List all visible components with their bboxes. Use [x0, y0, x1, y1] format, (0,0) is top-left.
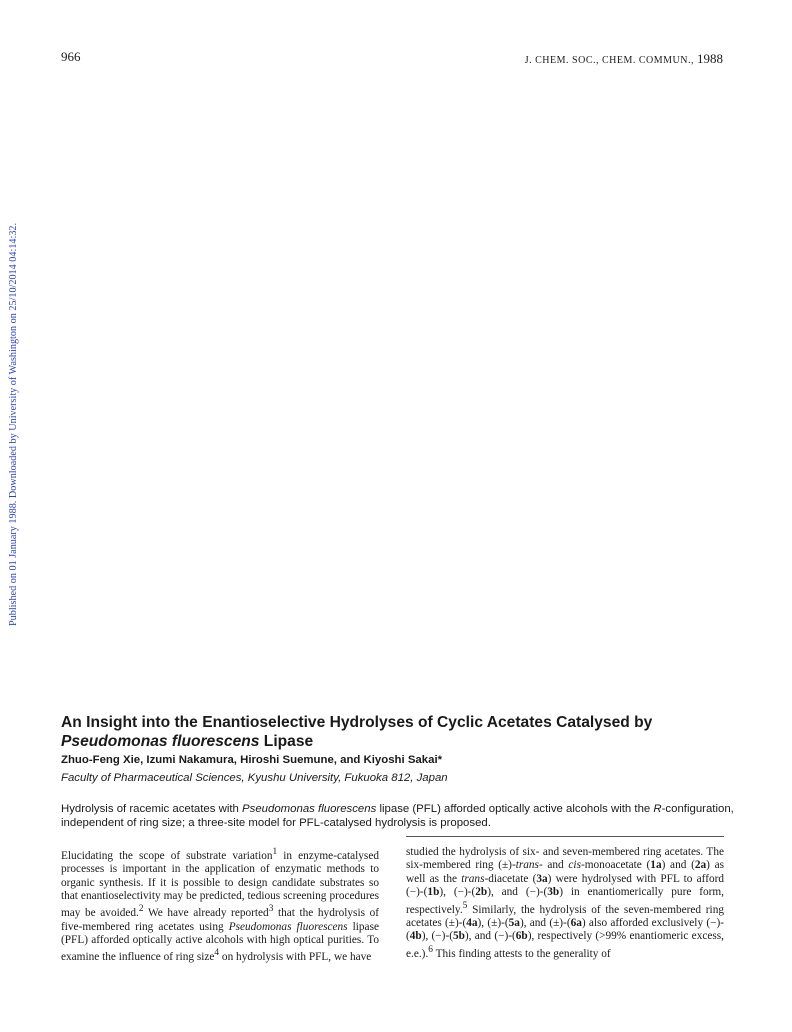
- abstract: [61, 802, 741, 830]
- abstract-pre: Hydrolysis of racemic acetates with: [61, 803, 243, 815]
- title-text: An Insight into the Enantioselective Hydrolyses of Cyclic Acetates Catalysed by: [61, 714, 653, 731]
- journal-name: J. CHEM. SOC., CHEM. COMMUN.,: [524, 55, 694, 66]
- journal-year: 1988: [697, 51, 723, 66]
- section-divider: [406, 836, 724, 837]
- page-number: 966: [61, 49, 81, 64]
- affiliation: Faculty of Pharmaceutical Sciences, Kyushu University, Fukuoka 812, Japan: [61, 772, 448, 784]
- author-list: Zhuo-Feng Xie, Izumi Nakamura, Hiroshi Suemune, and Kiyoshi Sakai*: [61, 754, 443, 766]
- title-suffix: Lipase: [263, 733, 314, 750]
- abstract-mid: lipase (PFL) afforded optically active alcohols with the: [376, 803, 654, 815]
- running-head: [525, 51, 723, 67]
- body-column-right: studied the hydrolysis of six- and seven-membered ring acetates. The six-membered ring (±)-trans- and cis-monoacetate (1a) and (2a) as well as the trans-diacetate (3a) were hydrolysed with PFL to afford (−)-(1b), (−)-(2b), and (−)-(3b) in enantiomerically pure form, respectively.$^5$ Similarly, the hydrolysis of the seven-membered ring acetates (±)-(4a), (±)-(5a), and (±)-(6a) also afforded exclusively (−)-(4b), (−)-(5b), and (−)-(6b), respectively (>99% enantiomeric excess, e.e.).$^6$ This finding attests to the generality of: [406, 846, 725, 960]
- abstract-post: -configuration, independent of ring size; a three-site model for PFL-catalysed hydrolysis is proposed.: [61, 803, 734, 829]
- abstract-species: Pseudomonas fluorescens: [242, 803, 377, 815]
- title-species: Pseudomonas fluorescens: [61, 733, 260, 750]
- abstract-config: R: [653, 803, 662, 815]
- article-title: [61, 713, 741, 751]
- body-column-left: Elucidating the scope of substrate variation$^1$ in enzyme-catalysed processes is important in the application of enzymatic methods to organic synthesis. If it is possible to design candidate substrates so that enantioselectivity may be predicted, tedious screening procedures may be avoided.$^2$ We have already reported$^3$ that the hydrolysis of five-membered ring acetates using Pseudomonas fluorescens lipase (PFL) afforded optically active alcohols with high optical purities. To examine the influence of ring size$^4$ on hydrolysis with PFL, we have: [61, 847, 379, 964]
- download-watermark[interactable]: Published on 01 January 1988. Downloaded by University of Washington on 25/10/2014 04:14:32.: [8, 222, 19, 626]
